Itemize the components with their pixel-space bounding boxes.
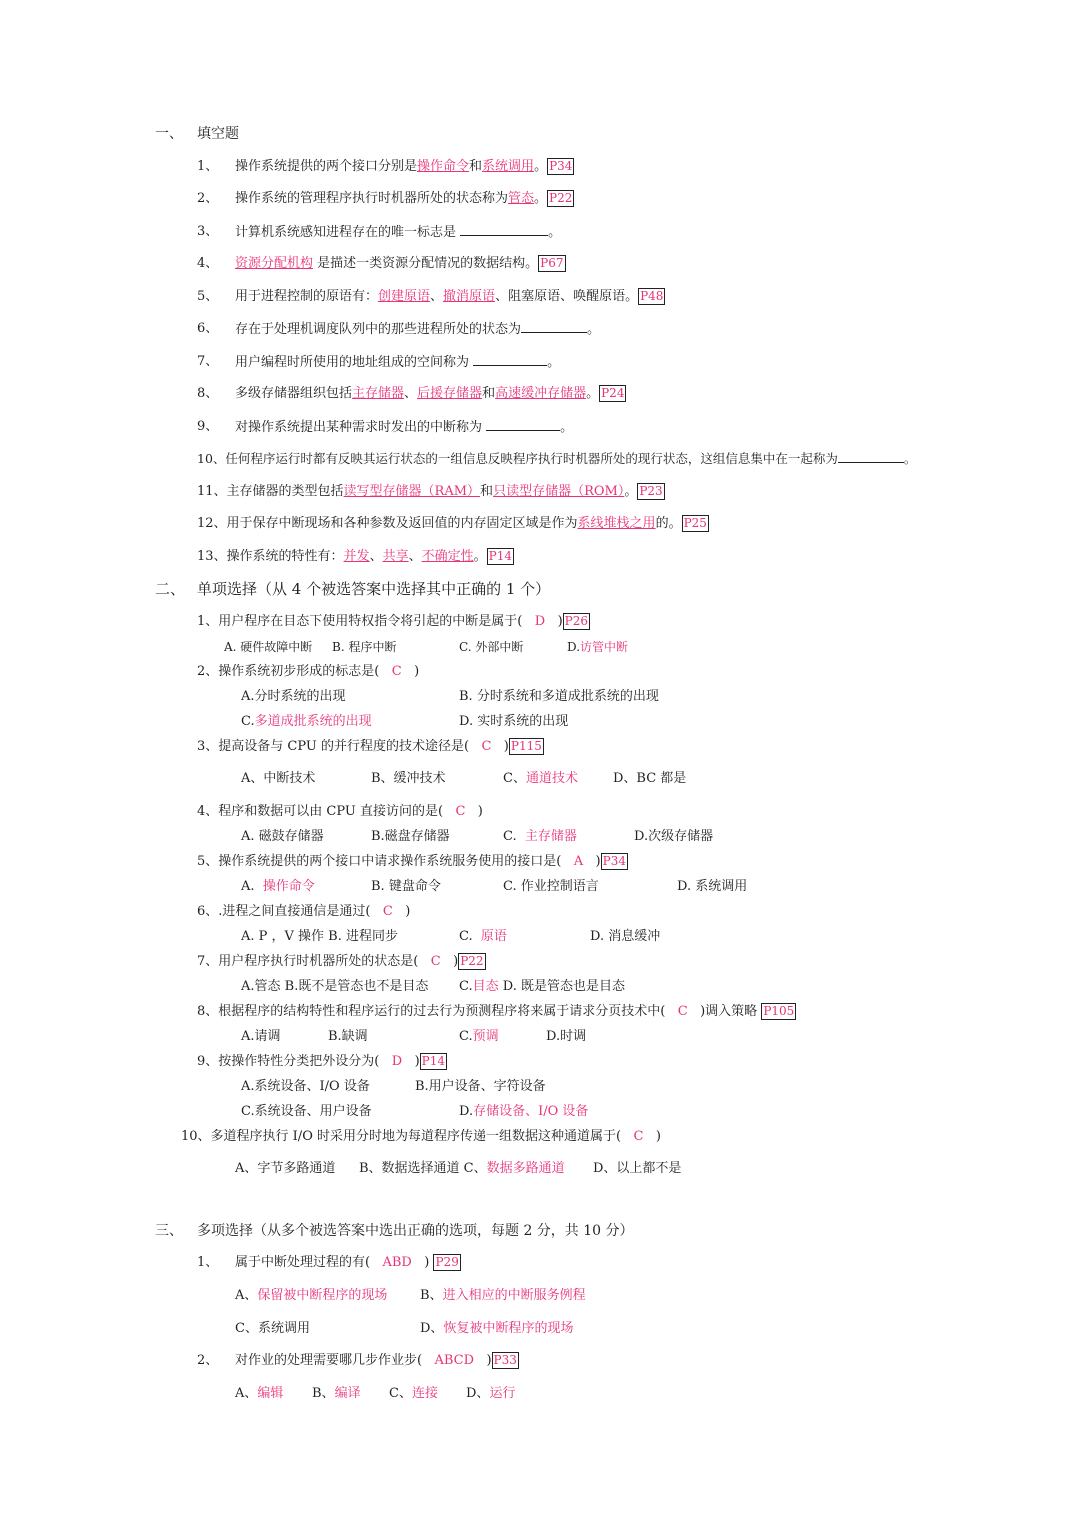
s2-q9-option-c: C.系统设备、用户设备 <box>241 1104 372 1119</box>
answer: C <box>677 1004 688 1019</box>
s2-q10-option-a: A、字节多路通道 <box>235 1161 336 1176</box>
s3-q1-option-a: A、保留被中断程序的现场 <box>235 1288 388 1303</box>
s2-q9-option-b: B.用户设备、字符设备 <box>415 1079 546 1094</box>
s1-q1-number: 1、 <box>197 159 219 174</box>
page-ref: P14 <box>421 1054 446 1068</box>
section-2-number: 二、 <box>155 580 186 598</box>
section-2-title: 单项选择（从 4 个被选答案中选择其中正确的 1 个） <box>197 580 551 598</box>
s1-q6-number: 6、 <box>197 321 219 336</box>
s1-q8-number: 8、 <box>197 386 219 401</box>
s2-q3: 3、提高设备与 CPU 的并行程度的技术途径是( C ) P115 <box>197 739 542 754</box>
page-ref: P115 <box>510 739 542 753</box>
page-ref: P34 <box>549 159 573 173</box>
s1-q2: 操作系统的管理程序执行时机器所处的状态称为管态。 P22 <box>235 191 573 206</box>
s2-q8-option-d: D.时调 <box>546 1029 587 1044</box>
answer: 系统调用 <box>482 159 535 174</box>
answer: 后援存储器 <box>417 386 483 401</box>
s2-q2-option-b: B. 分时系统和多道成批系统的出现 <box>459 689 659 704</box>
s2-q1: 1、用户程序在目态下使用特权指令将引起的中断是属于( D ) P26 <box>197 614 589 629</box>
page-ref: P29 <box>435 1255 459 1269</box>
s2-q1-option-a: A. 硬件故障中断 <box>224 640 313 654</box>
answer-blank <box>838 450 904 463</box>
answer: 操作命令 <box>417 159 470 174</box>
answer-blank <box>521 320 587 333</box>
s2-q8-option-c: C.预调 <box>459 1029 499 1044</box>
s2-q4-option-c: C. 主存储器 <box>503 829 577 844</box>
page-ref: P22 <box>549 191 573 205</box>
page-ref: P67 <box>540 256 564 270</box>
answer: ABD <box>382 1255 412 1270</box>
s1-q4-number: 4、 <box>197 256 219 271</box>
page-ref: P34 <box>602 854 626 868</box>
s3-q1: 属于中断处理过程的有( ABD ) P29 <box>235 1255 459 1270</box>
s3-q2-number: 2、 <box>197 1353 219 1368</box>
page-ref: P26 <box>564 614 589 628</box>
s2-q4-option-a: A. 磁鼓存储器 <box>241 829 324 844</box>
answer: 不确定性 <box>421 549 474 564</box>
answer: A <box>573 854 584 869</box>
page-ref: P14 <box>488 549 512 563</box>
s2-q8-option-a: A.请调 <box>241 1029 281 1044</box>
s1-q3-number: 3、 <box>197 224 219 239</box>
s2-q10: 10、多道程序执行 I/O 时采用分时地为每道程序传递一组数据这种通道属于( C ) <box>181 1129 661 1144</box>
answer-blank <box>473 353 547 366</box>
s2-q5-option-a: A. 操作命令 <box>241 879 315 894</box>
s2-q6-option-d: D. 消息缓冲 <box>590 929 661 944</box>
s2-q4-option-d: D.次级存储器 <box>634 829 714 844</box>
answer: C <box>391 664 402 679</box>
answer: C <box>633 1129 644 1144</box>
s3-q2: 对作业的处理需要哪几步作业步( ABCD ) P33 <box>235 1353 517 1368</box>
s2-q3-option-d: D、BC 都是 <box>613 771 687 786</box>
s1-q12: 12、用于保存中断现场和各种参数及返回值的内存固定区域是作为系线堆栈之用的。 P25 <box>197 516 707 531</box>
s3-q1-option-c: C、系统调用 <box>235 1321 310 1336</box>
s2-q10-option-bc: B、数据选择通道 C、数据多路通道 <box>359 1161 565 1176</box>
s2-q10-option-d: D、以上都不是 <box>593 1161 682 1176</box>
s2-q9-option-a: A.系统设备、I/O 设备 <box>241 1079 370 1094</box>
answer: ABCD <box>434 1353 475 1368</box>
s3-q2-option-d: D、运行 <box>466 1386 516 1401</box>
answer: 共享 <box>382 549 409 564</box>
answer: 管态 <box>508 191 535 206</box>
s3-q1-option-d: D、恢复被中断程序的现场 <box>420 1321 574 1336</box>
s2-q3-option-a: A、中断技术 <box>241 771 316 786</box>
page-ref: P22 <box>460 954 484 968</box>
page-ref: P24 <box>601 386 625 400</box>
s2-q6-option-ab: A. P ，V 操作 B. 进程同步 <box>241 929 399 944</box>
answer: 并发 <box>343 549 370 564</box>
s1-q9-number: 9、 <box>197 419 219 434</box>
answer: 主存储器 <box>352 386 405 401</box>
s2-q6-option-c: C. 原语 <box>459 929 507 944</box>
s2-q3-option-b: B、缓冲技术 <box>371 771 446 786</box>
s2-q1-option-b: B. 程序中断 <box>332 640 397 654</box>
s1-q10: 10、任何程序运行时都有反映其运行状态的一组信息反映程序执行时机器所处的现行状态，这组信息集中在一起称为 。 <box>197 451 917 466</box>
section-1-title: 填空题 <box>197 126 239 142</box>
s1-q8: 多级存储器组织包括主存储器、后援存储器和高速缓冲存储器。 P24 <box>235 386 625 401</box>
answer: C <box>455 804 466 819</box>
s2-q5: 5、操作系统提供的两个接口中请求操作系统服务使用的接口是( A ) P34 <box>197 854 626 869</box>
s1-q13: 13、操作系统的特性有：并发、共享、不确定性。 P14 <box>197 549 512 564</box>
s1-q7: 用户编程时所使用的地址组成的空间称为 。 <box>235 355 561 370</box>
answer: C <box>430 954 441 969</box>
answer: C <box>481 739 492 754</box>
s1-q6: 存在于处理机调度队列中的那些进程所处的状态为 。 <box>235 322 601 337</box>
s2-q9-option-d: D.存储设备、I/O 设备 <box>459 1104 589 1119</box>
answer: 撤消原语 <box>443 289 496 304</box>
s1-q7-number: 7、 <box>197 354 219 369</box>
answer: D <box>391 1054 403 1069</box>
s2-q5-option-d: D. 系统调用 <box>677 879 748 894</box>
s2-q6: 6、.进程之间直接通信是通过( C ) <box>197 904 411 919</box>
s2-q7-option-cd: C.目态 D. 既是管态也是目态 <box>459 979 626 994</box>
s2-q2: 2、操作系统初步形成的标志是( C ) <box>197 664 420 679</box>
answer-blank <box>460 223 548 236</box>
s1-q11: 11、主存储器的类型包括读写型存储器（RAM）和只读型存储器（ROM）。 P23 <box>197 484 663 499</box>
s3-q1-option-b: B、进入相应的中断服务例程 <box>420 1288 586 1303</box>
page-ref: P25 <box>683 516 707 530</box>
s2-q2-option-a: A.分时系统的出现 <box>241 689 346 704</box>
s1-q3: 计算机系统感知进程存在的唯一标志是 。 <box>235 225 562 240</box>
section-3-number: 三、 <box>155 1223 183 1239</box>
s2-q4: 4、程序和数据可以由 CPU 直接访问的是( C ) <box>197 804 483 819</box>
s3-q1-number: 1、 <box>197 1255 219 1270</box>
s1-q5: 用于进程控制的原语有：创建原语、撤消原语、阻塞原语、唤醒原语。 P48 <box>235 289 664 304</box>
page-ref: P33 <box>493 1353 517 1367</box>
section-3-title: 多项选择（从多个被选答案中选出正确的选项，每题 2 分，共 10 分） <box>197 1223 634 1239</box>
answer: 资源分配机构 <box>235 256 314 271</box>
page-ref: P48 <box>640 289 664 303</box>
answer: 系线堆栈之用 <box>577 516 656 531</box>
s1-q1: 操作系统提供的两个接口分别是操作命令和系统调用。 P34 <box>235 159 573 174</box>
s2-q8: 8、根据程序的结构特性和程序运行的过去行为预测程序将来属于请求分页技术中( C )调入策略 P105 <box>197 1004 795 1019</box>
answer: C <box>382 904 393 919</box>
answer-blank <box>486 418 560 431</box>
s2-q1-option-c: C. 外部中断 <box>459 640 524 654</box>
s2-q1-option-d: D.访管中断 <box>567 640 629 654</box>
s2-q8-option-b: B.缺调 <box>328 1029 368 1044</box>
s2-q2-option-c: C.多道成批系统的出现 <box>241 714 372 729</box>
answer: D <box>534 614 546 629</box>
section-1-number: 一、 <box>155 126 183 142</box>
s3-q2-option-c: C、连接 <box>389 1386 438 1401</box>
answer: 只读型存储器（ROM） <box>493 484 625 499</box>
s2-q5-option-c: C. 作业控制语言 <box>503 879 599 894</box>
s2-q7: 7、用户程序执行时机器所处的状态是( C ) P22 <box>197 954 484 969</box>
s3-q2-option-a: A、编辑 <box>235 1386 284 1401</box>
s2-q2-option-d: D. 实时系统的出现 <box>459 714 569 729</box>
s2-q7-option-ab: A.管态 B.既不是管态也不是目态 <box>241 979 429 994</box>
s2-q4-option-b: B.磁盘存储器 <box>371 829 450 844</box>
page-ref: P23 <box>639 484 663 498</box>
s1-q2-number: 2、 <box>197 191 219 206</box>
s3-q2-option-b: B、编译 <box>312 1386 361 1401</box>
s1-q9: 对操作系统提出某种需求时发出的中断称为 。 <box>235 420 574 435</box>
page-ref: P105 <box>763 1004 795 1018</box>
answer: 读写型存储器（RAM） <box>343 484 481 499</box>
answer: 高速缓冲存储器 <box>495 386 587 401</box>
answer: 创建原语 <box>378 289 431 304</box>
s2-q5-option-b: B. 键盘命令 <box>371 879 441 894</box>
s1-q5-number: 5、 <box>197 289 219 304</box>
s1-q4: 资源分配机构 是描述一类资源分配情况的数据结构。 P67 <box>235 256 564 271</box>
s2-q3-option-c: C、通道技术 <box>503 771 578 786</box>
s2-q9: 9、按操作特性分类把外设分为( D ) P14 <box>197 1054 446 1069</box>
